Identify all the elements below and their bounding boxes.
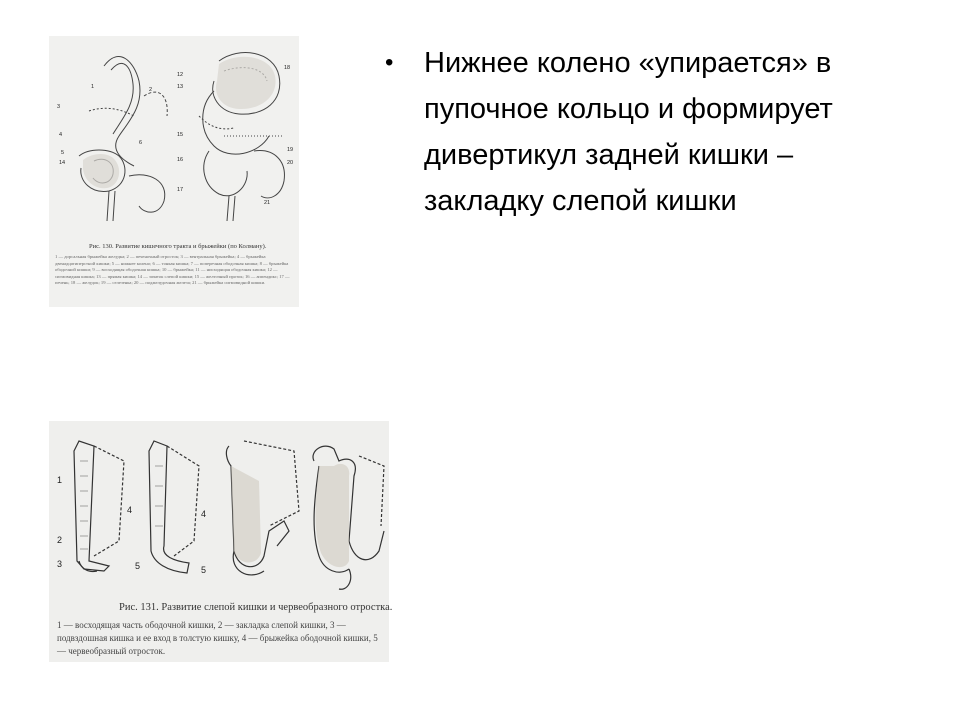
figure-top-label: 6 — [139, 140, 143, 146]
figure-bottom-label: 4 — [127, 505, 133, 515]
figure-top-label: 16 — [177, 157, 184, 163]
figure-top-caption-title: Рис. 130. Развитие кишечного тракта и брыжейки (по Колману). — [89, 243, 267, 250]
figure-top-label: 4 — [59, 132, 63, 138]
figure-top-label: 2 — [149, 87, 153, 93]
figure-bottom-label: 5 — [201, 565, 207, 575]
figure-top-label: 5 — [61, 150, 65, 156]
figure-bottom-label: 5 — [135, 561, 141, 571]
figure-top-label: 20 — [287, 160, 294, 166]
figure-top-label: 13 — [177, 84, 184, 90]
figure-cecum-development-drawing — [49, 421, 389, 599]
figure-bottom-label: 3 — [57, 559, 63, 569]
figure-cecum-development — [49, 421, 393, 662]
bullet-text: Нижнее колено «упирается» в пупочное кольцо и формирует дивертикул задней кишки – закладку слепой кишки — [424, 47, 833, 217]
figure-intestinal-development — [49, 36, 299, 307]
figure-bottom-label: 2 — [57, 535, 63, 545]
figure-top-label: 3 — [57, 104, 61, 110]
figure-top-label: 18 — [284, 65, 291, 71]
figure-top-caption-text: 1 — дорсальная брыжейка желудка; 2 — печеночный отросток; 3 — вентральная брыжейка; 4 — брыжейка двенадцатиперстной кишки; 5 — нижнее колено; 6 — тонкая кишка; 7 — поперечная ободочная кишка; 8 — брыжейка ободочной кишки; 9 — восходящая ободочная кишка; 10 — брыжейка; 11 — нисходящая ободочная кишка; 12 — сигмовидная кишка; 13 — прямая кишка; 14 — зачаток слепой кишки; 15 — желточный проток; 16 — аппендикс; 17 — печень; 18 — желудок; 19 — селезенка; 20 — поджелудочная железа; 21 — брыжейка сигмовидной кишки. — [55, 254, 290, 286]
figure-top-label: 14 — [59, 160, 66, 166]
figure-bottom-caption-text: 1 — восходящая часть ободочной кишки, 2 — закладка слепой кишки, 3 — подвздошная кишка и ее вход в толстую кишку, 4 — брыжейка ободочной кишки, 5 — червеобразный отросток. — [57, 620, 378, 656]
figure-top-label: 19 — [287, 147, 294, 153]
figure-bottom-caption-title: Рис. 131. Развитие слепой кишки и червеобразного отростка. — [119, 602, 393, 613]
figure-top-label: 21 — [264, 200, 271, 206]
figure-top-label: 12 — [177, 72, 184, 78]
figure-top-label: 17 — [177, 187, 184, 193]
figure-top-label: 1 — [91, 84, 95, 90]
figure-bottom-label: 1 — [57, 475, 63, 485]
figure-intestinal-development-drawing — [49, 36, 299, 241]
bullet-symbol: • — [385, 49, 394, 76]
figure-top-label: 15 — [177, 132, 184, 138]
figure-bottom-label: 4 — [201, 509, 207, 519]
